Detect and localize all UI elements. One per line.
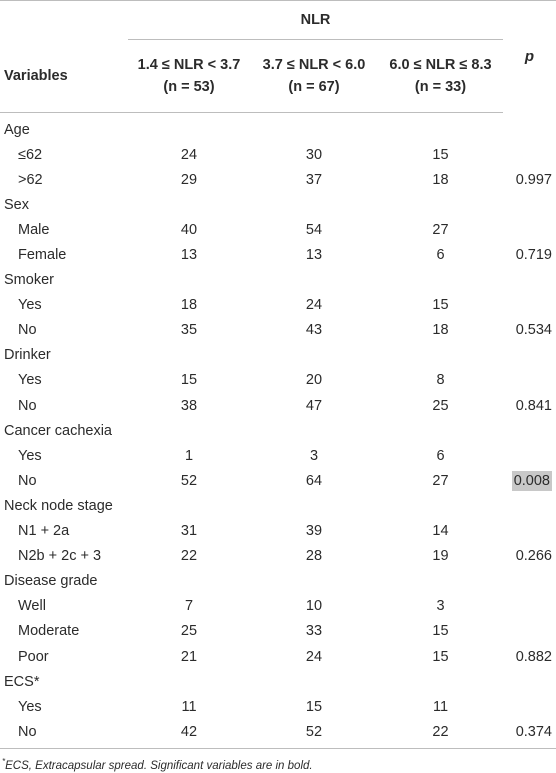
cell-value (128, 343, 250, 368)
category-row (0, 669, 556, 694)
cell-value: 15 (432, 648, 449, 665)
category-label: Disease grade (4, 573, 98, 590)
p-value-cell (503, 544, 556, 569)
p-value-cell (503, 167, 556, 192)
cell-value: 22 (180, 548, 198, 565)
cell-value: 24 (180, 146, 198, 163)
category-row (0, 493, 556, 518)
cell-value (250, 418, 378, 443)
cell-value: 38 (180, 397, 198, 414)
cell-value: 21 (180, 648, 198, 665)
p-value-cell (503, 393, 556, 418)
cell-value: 28 (305, 548, 323, 565)
cell-value: 11 (181, 698, 197, 715)
table-row (0, 468, 556, 493)
category-label: Smoker (4, 272, 54, 289)
cell-value: 52 (250, 719, 378, 749)
category-row (0, 113, 556, 143)
cell-value: 29 (180, 171, 198, 188)
cell-value: 1 (184, 447, 194, 464)
cell-value (378, 418, 503, 443)
row-label: No (18, 472, 37, 489)
column-header-3 (378, 40, 503, 113)
column-n: (n = 67) (288, 79, 340, 95)
row-label: Well (18, 598, 46, 615)
cell-value: 35 (180, 322, 198, 339)
category-label: Drinker (4, 347, 51, 364)
p-value-cell (503, 719, 556, 749)
footnote-text: ECS, Extracapsular spread. Significant variables are in bold. (5, 760, 313, 773)
cell-value: 18 (180, 297, 198, 314)
category-label: Sex (4, 196, 29, 213)
category-row (0, 343, 556, 368)
cell-value: 19 (432, 548, 449, 565)
cell-value (128, 113, 250, 143)
category-label: Neck node stage (4, 497, 113, 514)
column-range: 1.4 ≤ NLR < 3.7 (137, 57, 241, 73)
row-label: No (0, 719, 128, 749)
p-value-cell (503, 113, 556, 143)
cell-value: 18 (432, 171, 449, 188)
cell-value: 22 (378, 719, 503, 749)
cell-value (250, 192, 378, 217)
cell-value (378, 669, 503, 694)
cell-value (250, 268, 378, 293)
row-label: Yes (18, 372, 42, 389)
table-row (0, 242, 556, 267)
p-value-cell (503, 594, 556, 619)
table-row (0, 393, 556, 418)
cell-value (378, 493, 503, 518)
table-row (0, 217, 556, 242)
column-n: (n = 33) (414, 79, 467, 95)
cell-value (250, 569, 378, 594)
p-value: 0.534 (515, 322, 552, 339)
cell-value (378, 192, 503, 217)
cell-value: 6 (436, 247, 445, 264)
cell-value: 24 (305, 648, 323, 665)
p-value-cell (503, 318, 556, 343)
table-row (0, 519, 556, 544)
cell-value (128, 268, 250, 293)
category-row (0, 268, 556, 293)
row-label: Yes (18, 297, 42, 314)
table-header (0, 1, 556, 113)
p-value-header: p (503, 1, 556, 113)
table-row (0, 644, 556, 669)
cell-value: 15 (305, 698, 323, 715)
p-value: 0.882 (515, 648, 552, 665)
cell-value (250, 669, 378, 694)
table-row (0, 443, 556, 468)
cell-value: 18 (432, 322, 449, 339)
table-row (0, 142, 556, 167)
cell-value: 3 (309, 447, 319, 464)
p-value: 0.266 (515, 548, 552, 565)
p-value-cell (503, 694, 556, 719)
cell-value: 7 (184, 598, 194, 615)
cell-value (128, 418, 250, 443)
cell-value: 3 (436, 598, 445, 615)
column-range: 6.0 ≤ NLR ≤ 8.3 (389, 57, 492, 73)
p-value-cell (503, 669, 556, 694)
header-blank (0, 1, 128, 40)
category-label: Cancer cachexia (4, 422, 112, 439)
table-row (0, 719, 556, 749)
cell-value: 15 (180, 372, 198, 389)
p-value-cell (503, 293, 556, 318)
p-value: 0.719 (515, 247, 552, 264)
table-body (0, 113, 556, 749)
p-value-cell (503, 343, 556, 368)
row-label: Yes (18, 698, 42, 715)
p-value-cell (503, 443, 556, 468)
table-row (0, 544, 556, 569)
row-label: Female (18, 247, 67, 264)
column-range: 3.7 ≤ NLR < 6.0 (262, 57, 366, 73)
cell-value: 14 (432, 523, 449, 540)
column-n: (n = 53) (163, 79, 215, 95)
p-value-cell (503, 142, 556, 167)
p-value-cell (503, 268, 556, 293)
category-label: Age (4, 121, 30, 138)
p-value-cell (503, 217, 556, 242)
category-row (0, 192, 556, 217)
column-header-1 (128, 40, 250, 113)
p-value-cell (503, 368, 556, 393)
cell-value: 20 (305, 372, 323, 389)
cell-value (378, 569, 503, 594)
cell-value (378, 268, 503, 293)
cell-value: 31 (180, 523, 198, 540)
cell-value: 6 (436, 447, 445, 464)
cell-value: 13 (180, 247, 198, 264)
cell-value: 8 (436, 372, 445, 389)
cell-value (250, 343, 378, 368)
table-row (0, 594, 556, 619)
p-value-cell (503, 468, 556, 493)
row-label: Male (18, 221, 50, 238)
row-label: ≤62 (18, 146, 43, 163)
cell-value: 64 (305, 472, 323, 489)
cell-value (128, 192, 250, 217)
table-row (0, 694, 556, 719)
p-value-cell (503, 242, 556, 267)
cell-value: 37 (305, 171, 323, 188)
cell-value: 43 (305, 322, 323, 339)
cell-value: 15 (432, 146, 449, 163)
p-value-cell (503, 192, 556, 217)
cell-value (250, 113, 378, 143)
p-value-cell (503, 644, 556, 669)
category-row (0, 418, 556, 443)
row-label: Yes (18, 447, 42, 464)
category-label: ECS* (4, 673, 40, 690)
row-label: N1 + 2a (18, 523, 70, 540)
cell-value: 52 (180, 472, 198, 489)
nlr-group-header: NLR (128, 1, 503, 40)
cell-value: 47 (305, 397, 323, 414)
row-label: Moderate (18, 623, 80, 640)
p-value-cell (503, 493, 556, 518)
cell-value: 27 (432, 472, 449, 489)
p-value-cell (503, 418, 556, 443)
cell-value: 15 (432, 297, 449, 314)
table-row (0, 167, 556, 192)
cell-value: 15 (432, 623, 449, 640)
p-value-cell (503, 569, 556, 594)
cell-value: 42 (128, 719, 250, 749)
cell-value (378, 343, 503, 368)
footnote-mark: * (2, 757, 6, 767)
p-value-cell (503, 519, 556, 544)
category-row (0, 569, 556, 594)
cell-value: 25 (180, 623, 198, 640)
cell-value (128, 493, 250, 518)
row-label: No (18, 322, 37, 339)
p-value: 0.841 (515, 397, 552, 414)
cell-value: 40 (180, 221, 198, 238)
cell-value (128, 669, 250, 694)
cell-value: 25 (432, 397, 449, 414)
p-value-cell (503, 619, 556, 644)
cell-value (128, 569, 250, 594)
cell-value: 27 (432, 221, 449, 238)
cell-value: 39 (305, 523, 323, 540)
cell-value: 11 (432, 698, 449, 715)
row-label: >62 (18, 171, 43, 188)
table-row (0, 619, 556, 644)
column-header-2 (250, 40, 378, 113)
cell-value: 33 (305, 623, 323, 640)
footnote (0, 749, 556, 772)
cell-value: 54 (305, 221, 323, 238)
table-row (0, 368, 556, 393)
table-row (0, 318, 556, 343)
cell-value: 10 (305, 598, 323, 615)
cell-value: 13 (305, 247, 323, 264)
variables-header: Variables (0, 40, 128, 113)
row-label: Poor (18, 648, 49, 665)
cell-value: 24 (305, 297, 323, 314)
cell-value (378, 113, 503, 143)
highlighted-p-value: 0.008 (513, 472, 550, 489)
cell-value (250, 493, 378, 518)
table-row (0, 293, 556, 318)
cell-value: 30 (305, 146, 323, 163)
p-value: 0.997 (515, 171, 552, 188)
row-label: No (18, 397, 37, 414)
row-label: N2b + 2c + 3 (18, 548, 102, 565)
p-value: 0.374 (515, 723, 552, 740)
